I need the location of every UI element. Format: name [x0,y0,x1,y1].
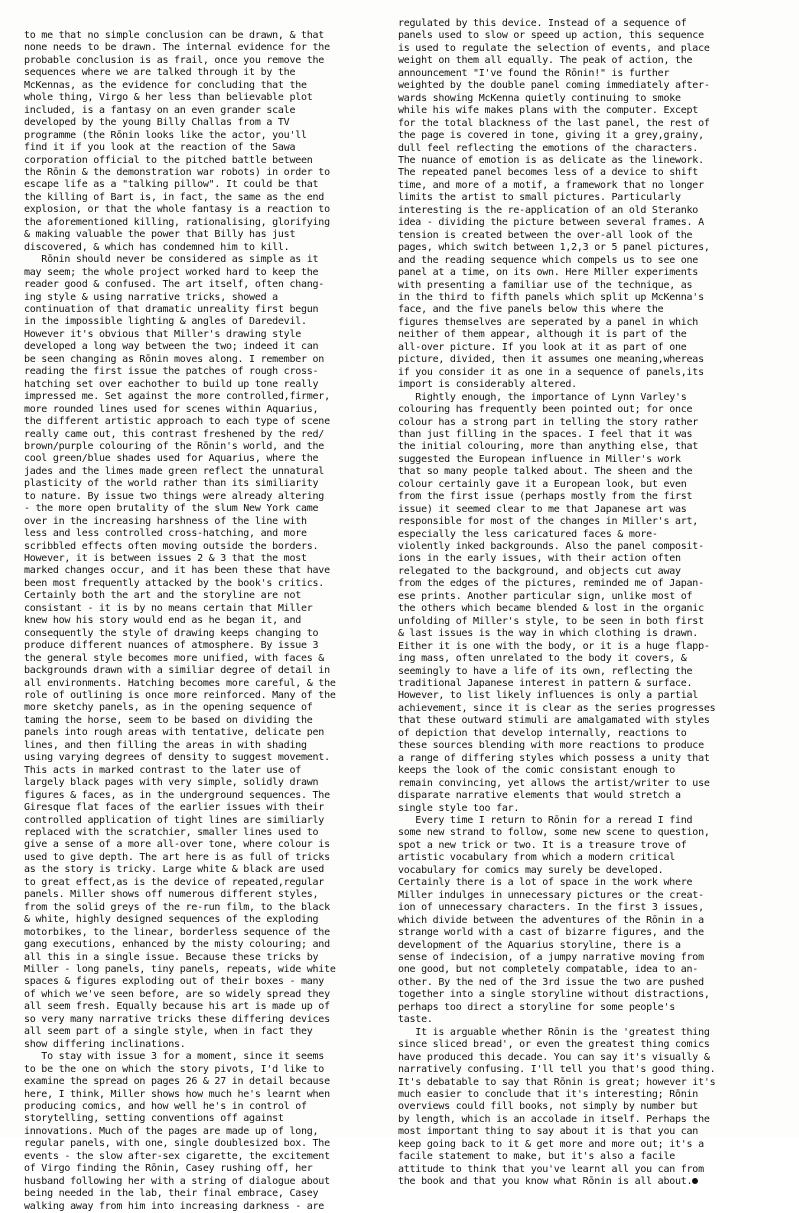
article-column-right [398,18,788,1188]
article-column-right-text: regulated by this device. Instead of a sequence of panels used to slow or speed up action, this sequence is used to regulate the selection of events, and place weight on them all equally. The peak of action, the announcement "I've found the Rōnin!" is further weighted by the double panel coming immediately after- wards showing McKenna quietly continuing to smoke while his wife makes plans with the computer. Except for the total blackness of the last panel, the rest of the page is covered in tone, giving it a grey,grainy, dull feel reflecting the emotions of the characters. The nuance of emotion is as delicate as the linework. The repeated panel becomes less of a device to shift time, and more of a motif, a framework that no longer limits the artist to small pictures. Particularly interesting is the re-application of an old Steranko idea - dividing the picture between several frames. A tension is created between the over-all look of the pages, which switch between 1,2,3 or 5 panel pictures, and the reading sequence which compels us to see one panel at a time, on its own. Here Miller experiments with presenting a familiar use of the technique, as in the third to fifth panels which split up McKenna's face, and the five panels below this where the figures themselves are seperated by a panel in which neither of them appear, although it is part of the all-over picture. If you look at it as part of one picture, divided, then it assumes one meaning,whereas if you consider it as one in a sequence of panels,its import is considerably altered. Rightly enough, the importance of Lynn Varley's colouring has frequently been pointed out; for once colour has a strong part in telling the story rather than just filling in the spaces. I feel that it was the initial colouring, more than anything else, that suggested the European influence in Miller's work that so many people talked about. The sheen and the colour certainly gave it a European look, but even from the first issue (perhaps mostly from the first issue) it seemed clear to me that Japanese art was responsible for most of the changes in Miller's art, especially the less caricatured faces & more- violently inked backgrounds. Also the panel composit- ions in the early issues, with their action often relegated to the background, and objects cut away from the edges of the pictures, reminded me of Japan- ese prints. Another particular sign, unlike most of the others which became blended & lost in the organic unfolding of Miller's style, to be seen in both first & last issues is the way in which clothing is drawn. Either it is one with the body, or it is a huge flapp- ing mass, often unrelated to the body it covers, & seemingly to have a life of its own, reflecting the traditional Japanese interest in pattern & surface. However, to list likely influences is only a partial achievement, since it is clear as the series progresses that these outward stimuli are amalgamated with styles of depiction that develop internally, reactions to these sources blending with more reactions to produce a range of differing styles which possess a unity that keeps the look of the comic consistant enough to remain convincing, yet allows the artist/writer to use disparate narrative elements that would stretch a single style too far. Every time I return to Rōnin for a reread I find some new strand to follow, some new scene to question, spot a new trick or two. It is a treasure trove of artistic vocabulary from which a modern critical vocabulary for comics may surely be developed. Certainly there is a lot of space in the work where Miller indulges in unnecessary pictures or the creat- ion of unnecessary characters. In the first 3 issues, which divide between the adventures of the Rōnin in a strange world with a cast of bizarre figures, and the development of the Aquarius storyline, there is a sense of indecision, of a jumpy narrative moving from one good, but not completely compatable, idea to an- other. By the ned of the 3rd issue the two are pushed together into a single storyline without distractions, perhaps too direct a storyline for some people's taste. It is arguable whether Rōnin is the 'greatest thing since sliced bread', or even the greatest thing comics have produced this decade. You can say it's visually & narratively confusing. I'll tell you that's good thing. It's debatable to say that Rōnin is great; however it's much easier to conclude that it's interesting; Rōnin overviews could fill books, not simply by number but by length, which is an accolade in itself. Perhaps the most important thing to say about it is that you can keep going back to it & get more and more out; it's a facile statement to make, but it's also a facile attitude to think that you've learnt all you can from the book and that you know what Rōnin is all about. [398,18,716,1188]
article-column-left: to me that no simple conclusion can be drawn, & that none needs to be drawn. The internal evidence for the probable conclusion is as frail, once you remove the sequences where we are talked through it by the McKennas, as the evidence for concluding that the whole thing, Virgo & her less than believable plot included, is a fantasy on an even grander scale developed by the young Billy Challas from a TV programme (the Rōnin looks like the actor, you'll find it if you look at the reaction of the Sawa corporation official to the pitched battle between the Rōnin & the demonstration war robots) in order to escape life as a "talking pillow". It could be that the killing of Bart is, in fact, the same as the end explosion, or that the whole fantasy is a reaction to the aforementioned killing, rationalising, glorifying & making valuable the power that Billy has just discovered, & which has condemned him to kill. Rōnin should never be considered as simple as it may seem; the whole project worked hard to keep the reader good & confused. The art itself, often chang- ing style & using narrative tricks, showed a continuation of that dramatic unreality first begun in the impossible lighting & angles of Daredevil. However it's obvious that Miller's drawing style developed a long way between the two; indeed it can be seen changing as Rōnin moves along. I remember on reading the first issue the patches of rough cross- hatching set over eachother to build up tone really impressed me. Set against the more controlled,firmer, more rounded lines used for scenes within Aquarius, the different artistic approach to each type of scene really came out, this contrast freshened by the red/ brown/purple colouring of the Rōnin's world, and the cool green/blue shades used for Aquarius, where the jades and the limes made green reflect the unnatural plasticity of the world rather than its similiarity to nature. By issue two things were already altering - the more open brutality of the slum New York came over in the increasing harshness of the line with less and less controlled cross-hatching, and more scribbled effects often moving outside the borders. However, it is between issues 2 & 3 that the most marked changes occur, and it has been these that have been most frequently attacked by the book's critics. Certainly both the art and the storyline are not consistant - it is by no means certain that Miller knew how his story would end as he began it, and consequently the style of drawing keeps changing to produce different nuances of atmosphere. By issue 3 the general style becomes more unified, with faces & backgrounds drawn with a similiar degree of detail in all environments. Hatching becomes more careful, & the role of outlining is once more reinforced. Many of the more sketchy panels, as in the opening sequence of taming the horse, seem to be based on dividing the panels into rough areas with tentative, delicate pen lines, and then filling the areas in with shading using varying degrees of density to suggest movement. This acts in marked contrast to the later use of largely black pages with very simple, solidly drawn figures & faces, as in the underground sequences. The Giresque flat faces of the earlier issues with their controlled application of tight lines are similiarly replaced with the scratchier, smaller lines used to give a sense of a more all-over tone, where colour is used to give depth. The art here is as full of tricks as the story is tricky. Large white & black are used to great effect,as is the device of repeated,regular panels. Miller shows off numerous different styles, from the solid greys of the re-run film, to the black & white, highly designed sequences of the exploding motorbikes, to the linear, borderless sequence of the gang executions, enhanced by the misty colouring; and all this in a single issue. Because these tricks by Miller - long panels, tiny panels, repeats, wide white spaces & figures exploding out of their boxes - many of which we've seen before, are so widely spread they all seem fresh. Equally because his art is made up of so very many narrative tricks these differing devices all seem part of a single style, when in fact they show differing inclinations. To stay with issue 3 for a moment, since it seems to be the one on which the story pivots, I'd like to examine the spread on pages 26 & 27 in detail because here, I think, Miller shows how much he's learnt when producing comics, and how well he's in control of storytelling, setting conventions off against innovations. Much of the pages are made up of long, regular panels, with one, single doublesized box. The events - the slow after-sex cigarette, the excitement of Virgo finding the Rōnin, Casey rushing off, her husband following her with a string of dialogue about being needed in the lab, their final embrace, Casey walking away from him into increasing darkness - are [24,30,336,1212]
end-mark-bullet-icon [692,1178,698,1184]
